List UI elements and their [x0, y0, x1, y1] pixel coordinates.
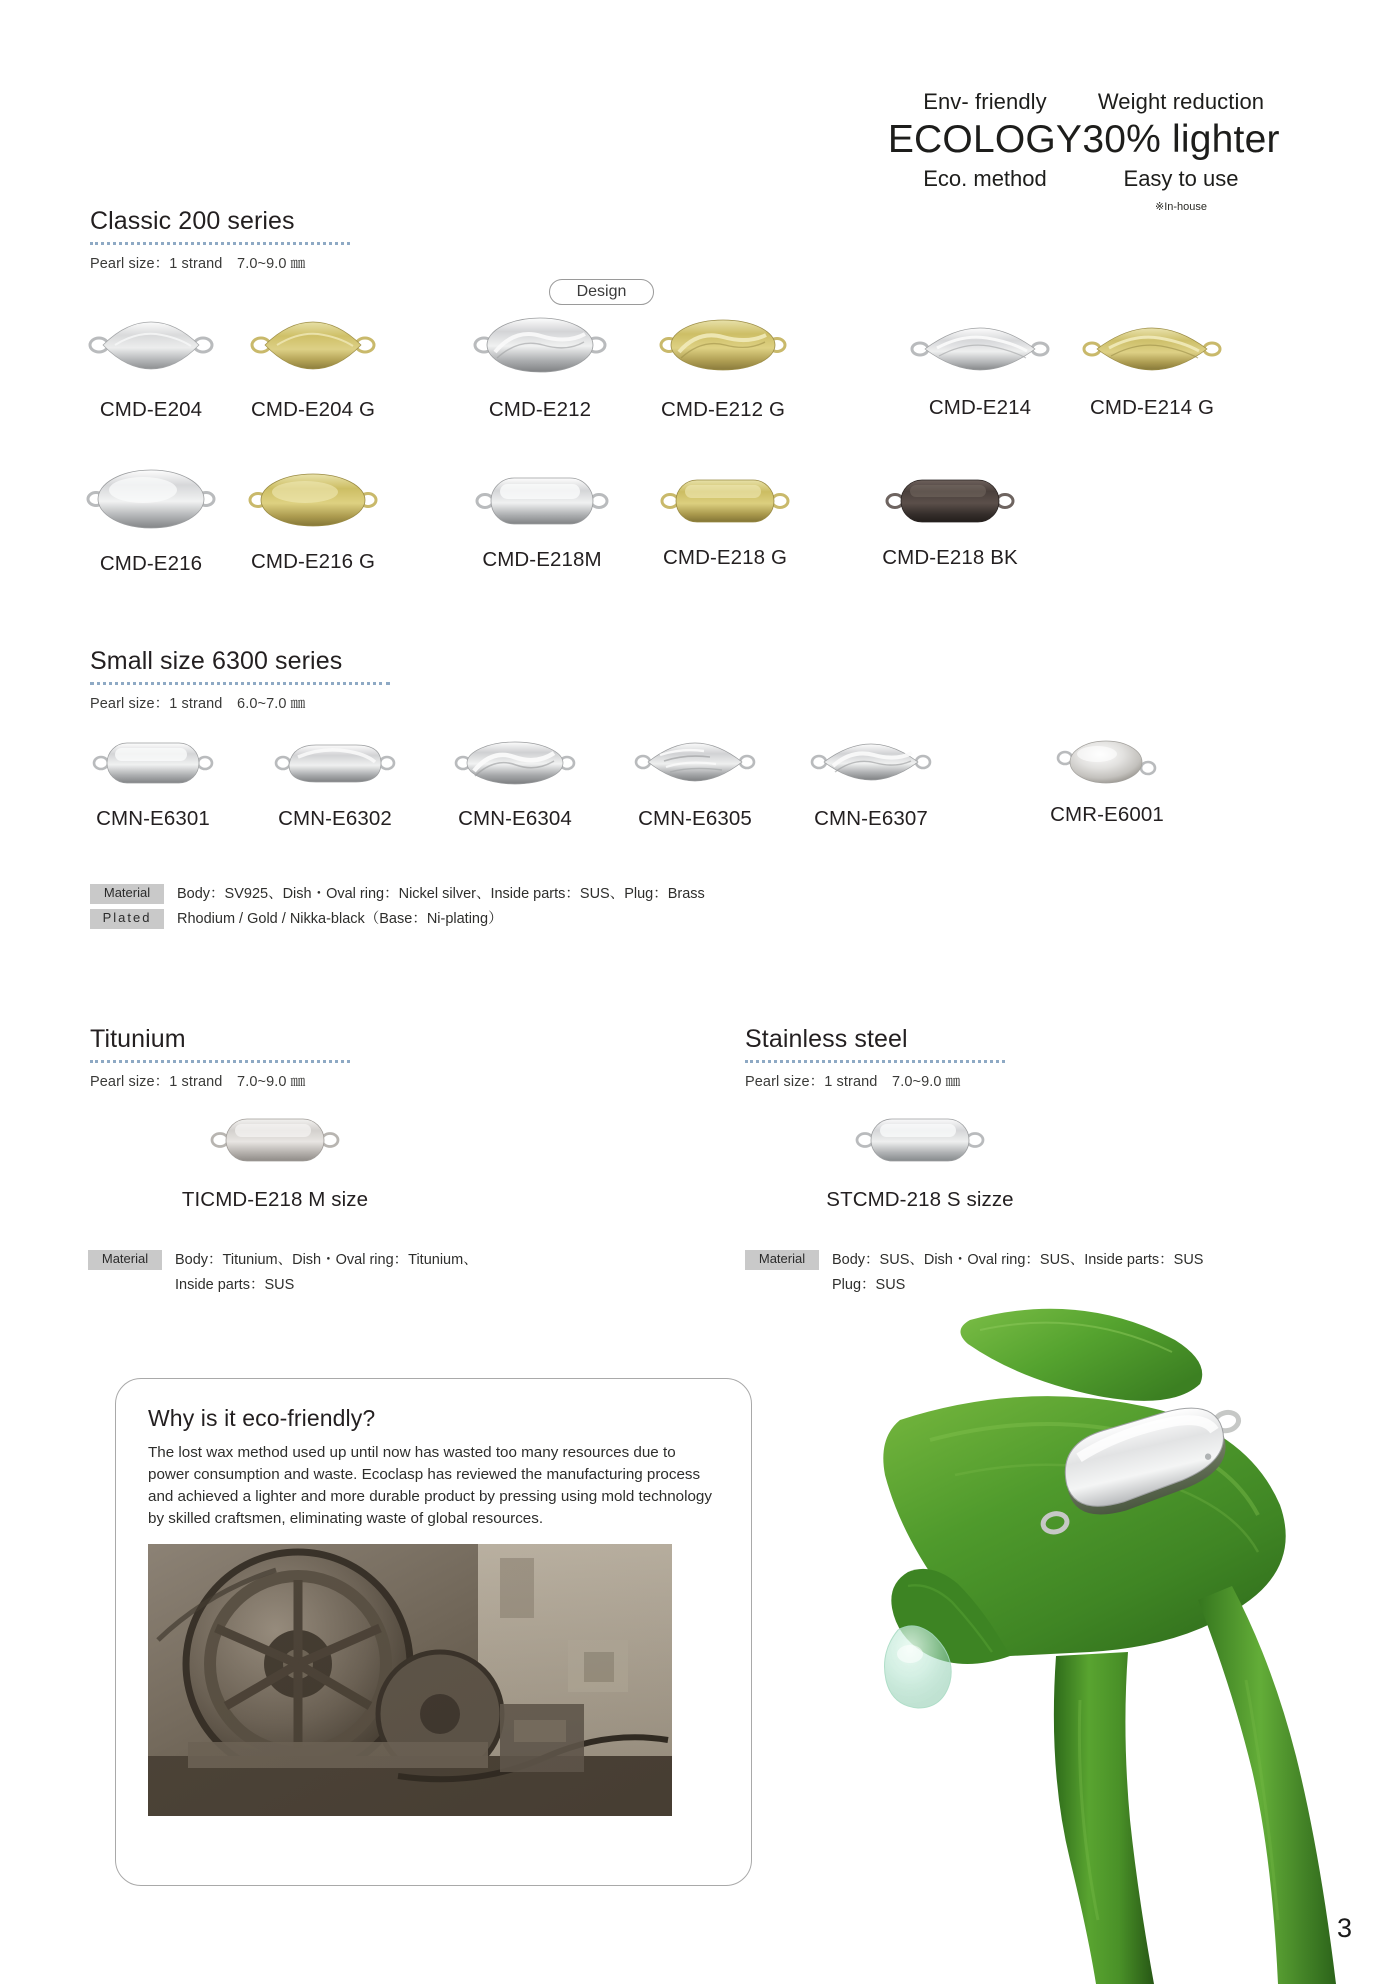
product-code: CMN-E6304: [458, 807, 572, 830]
material-label: Material: [745, 1250, 819, 1270]
product-cmd-e204[interactable]: [76, 310, 226, 422]
product-cmd-e214[interactable]: [900, 318, 1060, 420]
section-header-stainless: [745, 1026, 1005, 1091]
clasp-image-leaf-oval-silver: [905, 318, 1055, 380]
product-cmd-e216[interactable]: [76, 462, 226, 576]
product-cmd-e214-g[interactable]: [1062, 318, 1242, 420]
product-code: CMD-E204 G: [250, 398, 376, 421]
pearl-size-titanium: Pearl size：1 strand 7.0~9.0 ㎜: [90, 1073, 306, 1090]
product-cmd-e204-g[interactable]: [228, 310, 398, 422]
section-divider: [745, 1060, 1005, 1063]
section-header-titanium: [90, 1026, 350, 1091]
product-cmd-e218-bk[interactable]: [860, 472, 1040, 570]
clasp-image-rounded-rect-silver: [469, 470, 615, 532]
material-value-line1: Body：Titunium、Dish・Oval ring：Titunium、: [175, 1252, 478, 1268]
section-title-stainless: Stainless steel: [745, 1025, 908, 1053]
section-divider: [90, 1060, 350, 1063]
product-code: CMN-E6307: [814, 807, 928, 830]
leaf-illustration: [780, 1300, 1400, 1984]
eco-left-headline: ECOLOGY: [887, 118, 1083, 162]
eco-right-note: ※In-house: [1154, 201, 1208, 214]
eco-explanation-box: [115, 1378, 752, 1886]
pearl-size-small-6300: Pearl size：1 strand 6.0~7.0 ㎜: [90, 695, 306, 712]
product-cmn-e6301[interactable]: [78, 735, 228, 831]
product-cmd-e218-g[interactable]: [640, 472, 810, 570]
eco-box-heading: Why is it eco-friendly?: [148, 1405, 376, 1431]
product-code: CMD-E218 G: [662, 546, 788, 569]
clasp-image-wide-oval-gold: [243, 466, 383, 534]
ecology-badge-left: [880, 52, 1090, 257]
clasp-image-rounded-rect-gold: [655, 472, 795, 530]
clasp-image-wide-oval-silver: [81, 462, 221, 536]
product-code: CMD-E212 G: [660, 398, 786, 421]
product-cmn-e6302[interactable]: [260, 735, 410, 831]
material-label: Material: [90, 884, 164, 904]
product-code: TICMD-E218 M size: [181, 1188, 369, 1211]
eco-right-top-label: Weight reduction: [1097, 89, 1265, 114]
product-code: CMD-E212: [488, 398, 592, 421]
product-cmn-e6305[interactable]: [620, 733, 770, 831]
eco-left-top-label: Env- friendly: [923, 89, 1047, 114]
product-cmd-e212-g[interactable]: [638, 310, 808, 422]
product-cmn-e6304[interactable]: [440, 735, 590, 831]
clasp-image-pointed-oval-gold: [243, 310, 383, 380]
clasp-image-stainless: [850, 1110, 990, 1170]
clasp-image-rounded-rect-small: [88, 735, 218, 791]
design-pill-label: Design: [549, 279, 654, 305]
clasp-image-leaf-oval-gold: [1077, 318, 1227, 380]
material-row: [745, 1250, 1203, 1270]
eco-box-body: The lost wax method used up until now has wasted too many resources due to power consumption and waste. Ecoclasp has reviewed the manufacturing process and achieved a lighter and more durable product by pressing using mold technology by skilled craftsmen, eliminating waste of global resources.: [148, 1444, 712, 1527]
product-ticmd-e218-m[interactable]: [145, 1110, 405, 1212]
plated-row: [90, 909, 705, 929]
material-row-continued: [745, 1275, 1203, 1294]
section-header-small-6300: [90, 648, 390, 713]
clasp-image-small-round: [1052, 735, 1162, 789]
product-cmd-e218m[interactable]: [462, 470, 622, 572]
section-divider: [90, 242, 350, 245]
product-code: CMD-E218M: [482, 548, 602, 571]
material-block-classic-small: [90, 884, 705, 934]
ecology-badge-group: [880, 52, 1310, 267]
leaf-illustration-svg: [780, 1300, 1400, 1984]
material-value-line1: Body：SUS、Dish・Oval ring：SUS、Inside parts：SUS: [832, 1252, 1204, 1268]
eco-right-bottom-label: Easy to use: [1123, 165, 1239, 191]
clasp-image-swirl-oval-small: [450, 735, 580, 791]
product-code: CMD-E214: [928, 396, 1032, 419]
material-value-line2: Inside parts：SUS: [175, 1276, 295, 1293]
clasp-image-bean-small: [270, 735, 400, 791]
product-code: CMD-E216 G: [250, 550, 376, 573]
material-block-titanium: [88, 1250, 478, 1299]
page-number: 3: [1336, 1913, 1352, 1943]
clasp-image-twist-oval-small: [806, 733, 936, 791]
plated-label: Plated: [90, 909, 164, 929]
product-cmd-e216-g[interactable]: [228, 466, 398, 574]
product-cmd-e212[interactable]: [465, 308, 615, 422]
clasp-image-oval-wave-gold: [653, 310, 793, 380]
eco-right-headline: 30% lighter: [1082, 118, 1280, 162]
product-code: CMD-E214 G: [1089, 396, 1215, 419]
section-divider: [90, 682, 390, 685]
product-code: CMD-E204: [99, 398, 203, 421]
material-row: [88, 1250, 478, 1270]
section-title-titanium: Titunium: [90, 1025, 186, 1053]
clasp-image-titanium: [205, 1110, 345, 1170]
material-block-stainless: [745, 1250, 1203, 1299]
clasp-image-oval-wave-silver: [467, 308, 613, 382]
section-title-small-6300: Small size 6300 series: [90, 647, 343, 675]
factory-machine-photo-svg: [148, 1544, 672, 1816]
material-value-line2: Plug：SUS: [832, 1276, 906, 1293]
product-stcmd-218-s[interactable]: [790, 1110, 1050, 1212]
product-code: CMN-E6302: [278, 807, 392, 830]
material-row-continued: [88, 1275, 478, 1294]
product-code: CMD-E216: [99, 552, 203, 575]
factory-machine-photo: [148, 1544, 672, 1816]
product-code: CMN-E6305: [638, 807, 752, 830]
pearl-size-classic-200: Pearl size：1 strand 7.0~9.0 ㎜: [90, 255, 306, 272]
eco-left-bottom-label: Eco. method: [923, 165, 1047, 191]
product-code: CMD-E218 BK: [882, 546, 1018, 569]
material-value: Body：SV925、Dish・Oval ring：Nickel silver、Inside parts：SUS、Plug：Brass: [177, 886, 705, 902]
clasp-image-ribbed-oval-small: [630, 733, 760, 791]
ecology-badge-right: [1076, 52, 1286, 257]
product-cmr-e6001[interactable]: [1022, 735, 1192, 827]
product-code: STCMD-218 S sizze: [826, 1188, 1014, 1211]
clasp-image-pointed-oval-silver: [81, 310, 221, 380]
pearl-size-stainless: Pearl size：1 strand 7.0~9.0 ㎜: [745, 1073, 961, 1090]
product-code: CMN-E6301: [96, 807, 210, 830]
plated-value: Rhodium / Gold / Nikka-black（Base：Ni-plating）: [177, 910, 503, 927]
product-code: CMR-E6001: [1050, 803, 1164, 826]
product-cmn-e6307[interactable]: [796, 733, 946, 831]
material-label: Material: [88, 1250, 162, 1270]
clasp-image-rounded-rect-black: [880, 472, 1020, 530]
section-title-classic-200: Classic 200 series: [90, 207, 295, 235]
section-header-classic-200: [90, 208, 350, 273]
material-row: [90, 884, 705, 904]
